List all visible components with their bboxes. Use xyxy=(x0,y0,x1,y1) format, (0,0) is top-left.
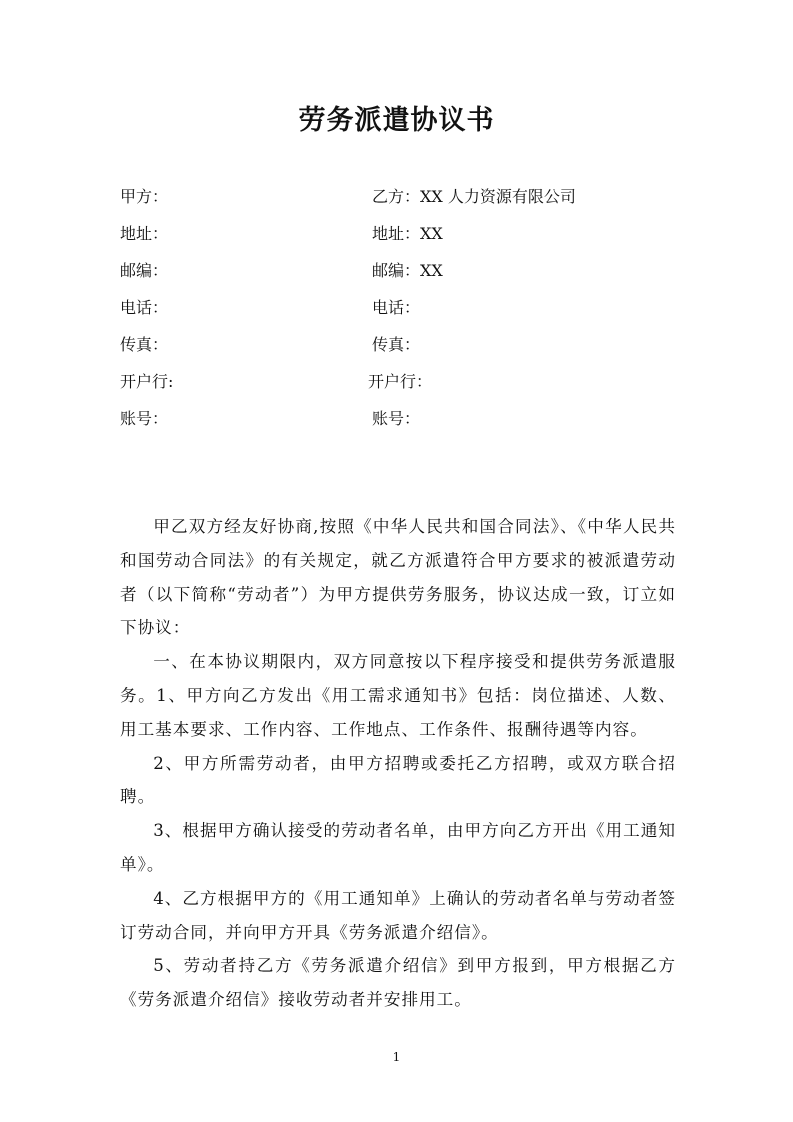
body-paragraph-clause-5: 5、劳动者持乙方《劳务派遣介绍信》到甲方报到，甲方根据乙方《劳务派遣介绍信》接收劳动者并安排用工。 xyxy=(120,956,676,1010)
party-b-name-line: 乙方：XX 人力资源有限公司 xyxy=(372,187,576,206)
body-paragraph-clause-2: 2、甲方所需劳动者，由甲方招聘或委托乙方招聘，或双方联合招聘。 xyxy=(120,753,676,807)
party-a-bank-label: 开户行: xyxy=(120,372,174,391)
party-a-address-label: 地址： xyxy=(120,224,169,243)
party-bank-row xyxy=(120,367,680,404)
party-a-postcode-label: 邮编： xyxy=(120,261,169,280)
party-account-row xyxy=(120,404,680,441)
party-info-block xyxy=(120,182,680,441)
party-name-row xyxy=(120,182,680,219)
party-b-bank-label: 开户行： xyxy=(368,372,433,391)
party-a-name-label: 甲方： xyxy=(120,187,169,206)
party-address-row xyxy=(120,219,680,256)
party-fax-row xyxy=(120,330,680,367)
party-b-phone-label: 电话： xyxy=(372,298,421,317)
agreement-body xyxy=(120,510,676,1017)
body-paragraph-clause-3: 3、根据甲方确认接受的劳动者名单，由甲方向乙方开出《用工通知单》。 xyxy=(120,821,676,874)
body-paragraph-clause-1: 一、在本协议期限内，双方同意按以下程序接受和提供劳务派遣服务。1、甲方向乙方发出《用工需求通知书》包括：岗位描述、人数、用工基本要求、工作内容、工作地点、工作条件、报酬待遇等内容。 xyxy=(120,652,676,739)
party-b-address-line: 地址：XX xyxy=(372,224,443,243)
party-a-fax-label: 传真： xyxy=(120,335,169,354)
party-a-account-label: 账号： xyxy=(120,409,169,428)
page-number: 1 xyxy=(392,1050,401,1064)
party-b-postcode-line: 邮编：XX xyxy=(372,261,443,280)
body-paragraph-intro: 甲乙双方经友好协商,按照《中华人民共和国合同法》、《中华人民共和国劳动合同法》的有关规定，就乙方派遣符合甲方要求的被派遣劳动者（以下简称“劳动者”）为甲方提供劳务服务，协议达成一致，订立如下协议： xyxy=(120,517,676,638)
document-title: 劳务派遣协议书 xyxy=(298,105,495,136)
party-a-phone-label: 电话： xyxy=(120,298,169,317)
party-postcode-row xyxy=(120,256,680,293)
party-phone-row xyxy=(120,293,680,330)
body-paragraph-clause-4: 4、乙方根据甲方的《用工通知单》上确认的劳动者名单与劳动者签订劳动合同，并向甲方开具《劳务派遣介绍信》。 xyxy=(120,888,676,942)
party-b-account-label: 账号： xyxy=(372,409,421,428)
party-b-fax-label: 传真： xyxy=(372,335,421,354)
